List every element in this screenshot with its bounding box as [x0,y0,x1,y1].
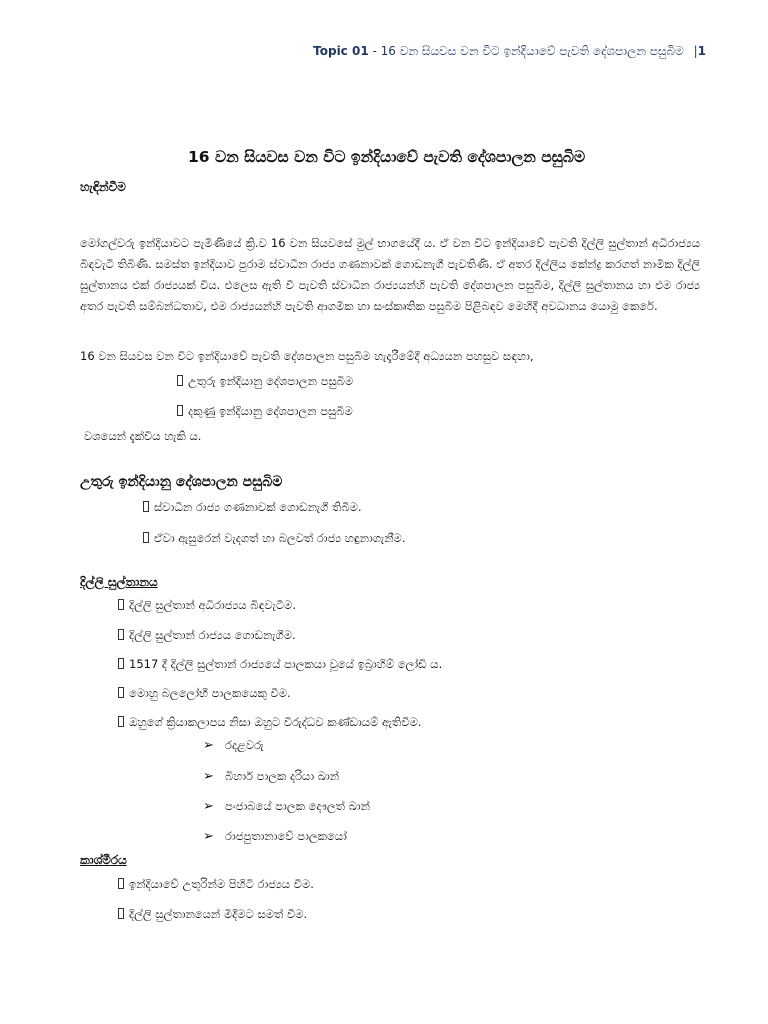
study-end: වශයෙන් දැක්විය හැකි ය. [84,429,202,443]
north-heading: උතුරු ඉන්දියානු දේශපාලන පසුබිම [80,474,283,490]
list-item-text: රාජපුතානාවේ පාලකයෝ [225,829,347,843]
header-text: - 16 වන සියවස වන විට ඉන්දියාවේ පැවති දේශපාලන පසුබිම [372,44,684,58]
list-item-text: රදළවරු [225,738,264,752]
square-bullet-icon [118,878,124,889]
list-item [118,657,442,672]
header-separator: | [693,44,698,58]
kashmir-heading: කාශ්මීරය [80,853,127,867]
list-item [143,531,405,546]
list-item-text: ඉන්දියාවේ උතුරින්ම පිහිටි රාජ්‍යය වීම. [129,877,314,891]
arrow-bullet-icon: ➢ [203,799,214,814]
list-item-text: දිල්ලි සුල්තානයෙන් මිදීමට සමත් වීම. [129,907,308,921]
list-item [118,598,296,613]
page-header [313,44,706,59]
list-item-text: බිහාර් පාලක දරියා ඛාන් [225,769,340,783]
study-line: 16 වන සියවස වන විට ඉන්දියාවේ පැවති දේශපාලන පසුබිම හැදෑරීමේදී අධ්‍යයන පහසුව සඳහා, [80,349,534,363]
delhi-heading: දිල්ලි සුල්තානය [80,575,158,589]
arrow-bullet-icon: ➢ [203,769,214,784]
arrow-bullet-icon: ➢ [203,829,214,844]
list-item-text: දිල්ලි සුල්තාන් රාජ්‍යය ගොඩනැගීම. [129,628,296,642]
intro-heading: හැඳින්වීම [80,180,126,194]
page-number: 1 [697,44,706,58]
list-item [203,829,347,844]
square-bullet-icon [118,687,124,698]
list-item-text: ඔහුගේ ක්‍රියාකලාපය නිසා ඔහුට විරුද්ධව කණ්ඩායම් ඇතිවීම. [129,715,422,729]
list-item [143,500,362,515]
square-bullet-icon [177,405,183,416]
list-item-text: පංජාබයේ පාලක දෞලත් ඛාන් [225,799,370,813]
list-item-text: මොහු බලලෝභී පාලකයෙකු වීම. [129,686,291,700]
list-item [203,799,370,814]
list-item [118,628,296,643]
list-item [177,374,353,389]
square-bullet-icon [177,375,183,386]
list-item-text: දිල්ලි සුල්තාන් අධිරාජ්‍යය බිඳවැටීම. [129,598,296,612]
list-item-text: 1517 දී දිල්ලි සුල්තාන් රාජ්‍යයේ පාලකයා වූයේ ඉබ්‍රාහිම් ලෝඩි ය. [129,657,443,671]
list-item [177,404,353,419]
list-item-text: දකුණු ඉන්දියානු දේශපාලන පසුබිම [188,404,353,418]
document-title: 16 වන සියවස වන විට ඉන්දියාවේ පැවති දේශපාලන පසුබිම [188,148,586,166]
square-bullet-icon [118,658,124,669]
list-item [118,877,314,892]
list-item [118,686,291,701]
square-bullet-icon [118,629,124,640]
list-item-text: ස්වාධීන රාජ්‍ය ගණනාවක් ගොඩනැගී තිබීම. [154,500,362,514]
arrow-bullet-icon: ➢ [203,738,214,753]
square-bullet-icon [118,716,124,727]
intro-paragraph: මෝගල්වරු ඉන්දියාවට පැමිණියේ ක්‍රි.ව 16 වන සියවසේ මුල් භාගයේදී ය. ඒ වන විට ඉන්දියාවේ පැවති දිල්ලි සුල්තාන් අධිරාජ්‍යය බිඳවැටී තිබිණි. සමස්ත ඉන්දියාව පුරාම ස්වාධීන රාජ්‍ය ගණනාවක් ගොඩනැගී පැවතිණි. ඒ අතර දිල්ලිය කේන්ද්‍ර කරගත් නාමික දිල්ලි සුල්තානය එක් රාජ්‍යයක් විය. එලෙස ඇති වී පැවති ස්වාධීන රාජ්‍යයන්හි පැවති දේශපාලන පසුබිම, දිල්ලි සුල්තානය හා එම රාජ්‍ය අතර පැවති සම්බන්ධතාව, එම රාජ්‍යයන්හි පැවති ආගමික හා සංස්කෘතික පසුබිම පිළිබඳව මෙහිදී අවධානය යොමු කෙරේ. [80,236,700,313]
square-bullet-icon [118,908,124,919]
list-item [118,907,307,922]
square-bullet-icon [143,532,149,543]
list-item-text: ඒවා ඇසුරෙන් වැදගත් හා බලවත් රාජ්‍ය හඳුනාගැනීම. [154,531,406,545]
square-bullet-icon [143,501,149,512]
header-topic: Topic 01 [313,44,369,58]
list-item [203,738,264,753]
list-item [203,769,339,784]
list-item [118,715,422,730]
square-bullet-icon [118,599,124,610]
list-item-text: උතුරු ඉන්දියානු දේශපාලන පසුබිම [188,374,354,388]
